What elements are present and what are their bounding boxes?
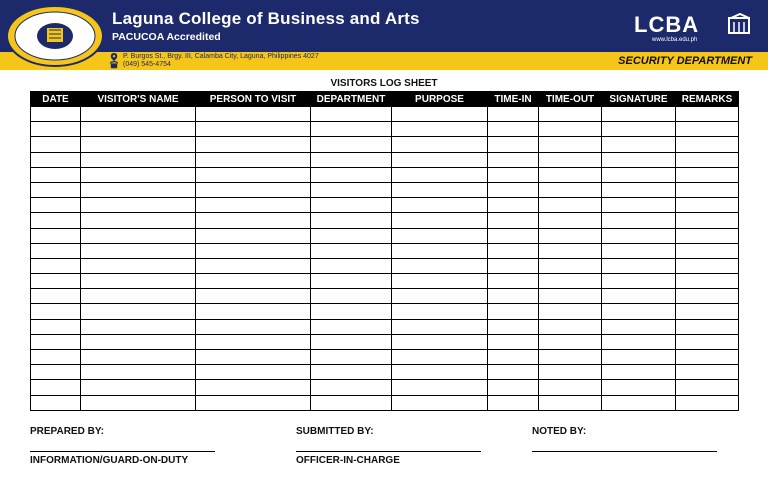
log-cell[interactable] [31,243,81,258]
signature-role: INFORMATION/GUARD-ON-DUTY [30,455,189,466]
log-cell[interactable] [392,289,488,304]
log-cell[interactable] [539,395,602,410]
log-cell[interactable] [539,198,602,213]
log-cell[interactable] [196,365,311,380]
log-cell[interactable] [392,122,488,137]
table-row [31,258,739,273]
table-row [31,122,739,137]
table-row [31,167,739,182]
log-cell[interactable] [81,258,196,273]
log-cell[interactable] [539,350,602,365]
log-cell[interactable] [539,365,602,380]
log-cell[interactable] [81,182,196,197]
signature-label: SUBMITTED BY: [296,426,374,437]
log-cell[interactable] [311,243,392,258]
log-cell[interactable] [196,167,311,182]
column-header: DEPARTMENT [311,92,392,107]
log-cell[interactable] [81,304,196,319]
column-header: REMARKS [676,92,739,107]
log-cell[interactable] [196,228,311,243]
log-cell[interactable] [196,152,311,167]
log-cell[interactable] [81,213,196,228]
table-row [31,380,739,395]
log-cell[interactable] [392,258,488,273]
log-cell[interactable] [539,380,602,395]
log-cell[interactable] [676,274,739,289]
log-cell[interactable] [539,182,602,197]
table-row [31,213,739,228]
log-cell[interactable] [488,243,539,258]
signature-line [296,451,481,452]
log-cell[interactable] [488,137,539,152]
log-cell[interactable] [676,319,739,334]
log-cell[interactable] [392,228,488,243]
log-cell[interactable] [196,319,311,334]
log-cell[interactable] [488,152,539,167]
table-row [31,228,739,243]
signature-label: NOTED BY: [532,426,587,437]
log-cell[interactable] [81,365,196,380]
table-body [31,107,739,411]
log-cell[interactable] [392,350,488,365]
log-cell[interactable] [539,334,602,349]
college-name: Laguna College of Business and Arts [112,9,420,28]
log-cell[interactable] [311,365,392,380]
log-cell[interactable] [539,258,602,273]
log-cell[interactable] [392,395,488,410]
log-cell[interactable] [31,198,81,213]
log-cell[interactable] [539,137,602,152]
log-cell[interactable] [539,122,602,137]
log-cell[interactable] [676,304,739,319]
log-cell[interactable] [31,122,81,137]
log-cell[interactable] [311,304,392,319]
brand-wordmark: LCBA [634,12,700,37]
log-cell[interactable] [488,213,539,228]
log-cell[interactable] [81,274,196,289]
log-cell[interactable] [488,304,539,319]
log-cell[interactable] [196,243,311,258]
log-cell[interactable] [539,213,602,228]
log-cell[interactable] [311,137,392,152]
log-cell[interactable] [31,137,81,152]
table-row [31,365,739,380]
log-cell[interactable] [676,289,739,304]
log-cell[interactable] [602,319,676,334]
log-cell[interactable] [602,334,676,349]
log-cell[interactable] [539,107,602,122]
table-row [31,395,739,410]
log-cell[interactable] [488,122,539,137]
column-header: VISITOR'S NAME [81,92,196,107]
table-row [31,274,739,289]
table-header-row [31,92,739,107]
table-row [31,289,739,304]
log-cell[interactable] [676,258,739,273]
log-cell[interactable] [392,319,488,334]
letterhead [0,0,768,70]
log-cell[interactable] [392,334,488,349]
log-cell[interactable] [392,243,488,258]
log-cell[interactable] [539,304,602,319]
log-cell[interactable] [311,107,392,122]
column-header: TIME-OUT [539,92,602,107]
log-cell[interactable] [602,258,676,273]
address-text: P. Burgos St., Brgy. III, Calamba City, Laguna, Philippines 4027 [123,53,319,60]
table-row [31,198,739,213]
log-cell[interactable] [196,107,311,122]
log-cell[interactable] [81,137,196,152]
log-cell[interactable] [392,380,488,395]
log-cell[interactable] [31,289,81,304]
log-cell[interactable] [488,107,539,122]
log-cell[interactable] [488,274,539,289]
log-cell[interactable] [392,167,488,182]
log-cell[interactable] [81,122,196,137]
log-cell[interactable] [488,228,539,243]
log-cell[interactable] [488,198,539,213]
log-cell[interactable] [81,289,196,304]
log-cell[interactable] [81,243,196,258]
log-cell[interactable] [602,243,676,258]
log-cell[interactable] [602,137,676,152]
table-row [31,152,739,167]
log-cell[interactable] [81,107,196,122]
log-cell[interactable] [676,122,739,137]
log-cell[interactable] [81,152,196,167]
log-cell[interactable] [676,243,739,258]
log-cell[interactable] [602,213,676,228]
log-cell[interactable] [602,304,676,319]
signature-label: PREPARED BY: [30,426,105,437]
log-cell[interactable] [602,198,676,213]
log-cell[interactable] [676,380,739,395]
log-cell[interactable] [488,380,539,395]
log-cell[interactable] [31,182,81,197]
log-cell[interactable] [31,228,81,243]
log-cell[interactable] [392,304,488,319]
website-url: www.lcba.edu.ph [652,37,698,43]
log-cell[interactable] [31,350,81,365]
log-cell[interactable] [311,122,392,137]
log-cell[interactable] [602,182,676,197]
column-header: TIME-IN [488,92,539,107]
log-cell[interactable] [81,167,196,182]
phone-icon [110,61,118,69]
log-cell[interactable] [602,274,676,289]
log-cell[interactable] [81,198,196,213]
log-cell[interactable] [31,213,81,228]
accreditation-text: PACUCOA Accredited [112,31,221,43]
log-cell[interactable] [196,380,311,395]
log-cell[interactable] [602,107,676,122]
log-cell[interactable] [676,334,739,349]
log-cell[interactable] [196,274,311,289]
log-cell[interactable] [539,274,602,289]
column-header: SIGNATURE [602,92,676,107]
log-cell[interactable] [81,380,196,395]
log-cell[interactable] [81,334,196,349]
log-cell[interactable] [602,228,676,243]
table-row [31,107,739,122]
log-cell[interactable] [311,380,392,395]
log-cell[interactable] [31,334,81,349]
column-header: DATE [31,92,81,107]
phone-text: (049) 545-4754 [123,61,171,68]
log-cell[interactable] [311,182,392,197]
log-cell[interactable] [31,395,81,410]
log-cell[interactable] [392,274,488,289]
log-cell[interactable] [676,350,739,365]
log-cell[interactable] [196,137,311,152]
column-header: PURPOSE [392,92,488,107]
log-cell[interactable] [392,137,488,152]
signature-role: OFFICER-IN-CHARGE [296,455,400,466]
log-cell[interactable] [539,152,602,167]
log-cell[interactable] [196,334,311,349]
log-cell[interactable] [602,289,676,304]
log-cell[interactable] [488,289,539,304]
log-cell[interactable] [311,198,392,213]
log-cell[interactable] [81,319,196,334]
log-cell[interactable] [196,258,311,273]
log-cell[interactable] [311,258,392,273]
log-cell[interactable] [392,107,488,122]
log-cell[interactable] [602,365,676,380]
log-cell[interactable] [31,319,81,334]
log-cell[interactable] [311,213,392,228]
visitors-log-table [30,91,739,411]
log-cell[interactable] [392,152,488,167]
log-cell[interactable] [81,228,196,243]
log-cell[interactable] [31,380,81,395]
log-cell[interactable] [676,182,739,197]
signature-line [532,451,717,452]
log-cell[interactable] [488,395,539,410]
log-cell[interactable] [392,198,488,213]
log-cell[interactable] [488,319,539,334]
log-cell[interactable] [311,350,392,365]
table-row [31,350,739,365]
log-cell[interactable] [31,304,81,319]
log-cell[interactable] [676,137,739,152]
signature-block-noted [532,426,717,455]
log-cell[interactable] [676,395,739,410]
log-cell[interactable] [488,350,539,365]
location-pin-icon [110,53,118,61]
log-cell[interactable] [311,334,392,349]
log-cell[interactable] [602,122,676,137]
log-cell[interactable] [311,319,392,334]
log-cell[interactable] [488,167,539,182]
table-row [31,334,739,349]
log-cell[interactable] [196,350,311,365]
log-cell[interactable] [196,122,311,137]
log-cell[interactable] [488,334,539,349]
contact-block [110,53,319,69]
log-cell[interactable] [602,395,676,410]
table-row [31,137,739,152]
log-cell[interactable] [196,182,311,197]
log-cell[interactable] [196,289,311,304]
college-seal-logo [5,4,105,68]
log-cell[interactable] [81,395,196,410]
log-cell[interactable] [31,152,81,167]
sheet-title: VISITORS LOG SHEET [330,78,438,89]
log-cell[interactable] [392,365,488,380]
log-cell[interactable] [311,274,392,289]
log-cell[interactable] [31,258,81,273]
log-cell[interactable] [676,228,739,243]
log-cell[interactable] [539,289,602,304]
log-cell[interactable] [196,213,311,228]
log-cell[interactable] [539,228,602,243]
table-row [31,243,739,258]
log-cell[interactable] [676,198,739,213]
log-cell[interactable] [31,365,81,380]
log-cell[interactable] [311,228,392,243]
log-cell[interactable] [676,167,739,182]
department-label: SECURITY DEPARTMENT [618,55,752,67]
log-cell[interactable] [539,167,602,182]
log-cell[interactable] [311,152,392,167]
table-row [31,182,739,197]
log-cell[interactable] [488,258,539,273]
log-cell[interactable] [676,152,739,167]
building-icon [727,13,753,35]
log-cell[interactable] [488,365,539,380]
log-cell[interactable] [676,213,739,228]
log-cell[interactable] [539,243,602,258]
table-row [31,304,739,319]
table-row [31,319,739,334]
log-cell[interactable] [602,152,676,167]
log-cell[interactable] [311,289,392,304]
log-cell[interactable] [392,182,488,197]
log-cell[interactable] [676,365,739,380]
log-cell[interactable] [539,319,602,334]
log-cell[interactable] [196,304,311,319]
log-cell[interactable] [392,213,488,228]
log-cell[interactable] [311,395,392,410]
log-cell[interactable] [602,380,676,395]
signature-line [30,451,215,452]
log-cell[interactable] [196,198,311,213]
log-cell[interactable] [196,395,311,410]
log-cell[interactable] [311,167,392,182]
log-cell[interactable] [81,350,196,365]
log-cell[interactable] [31,274,81,289]
signature-block-submitted [296,426,481,466]
log-cell[interactable] [676,107,739,122]
log-cell[interactable] [31,167,81,182]
signature-block-prepared [30,426,215,466]
log-cell[interactable] [602,350,676,365]
log-cell[interactable] [31,107,81,122]
column-header: PERSON TO VISIT [196,92,311,107]
log-cell[interactable] [602,167,676,182]
log-cell[interactable] [488,182,539,197]
